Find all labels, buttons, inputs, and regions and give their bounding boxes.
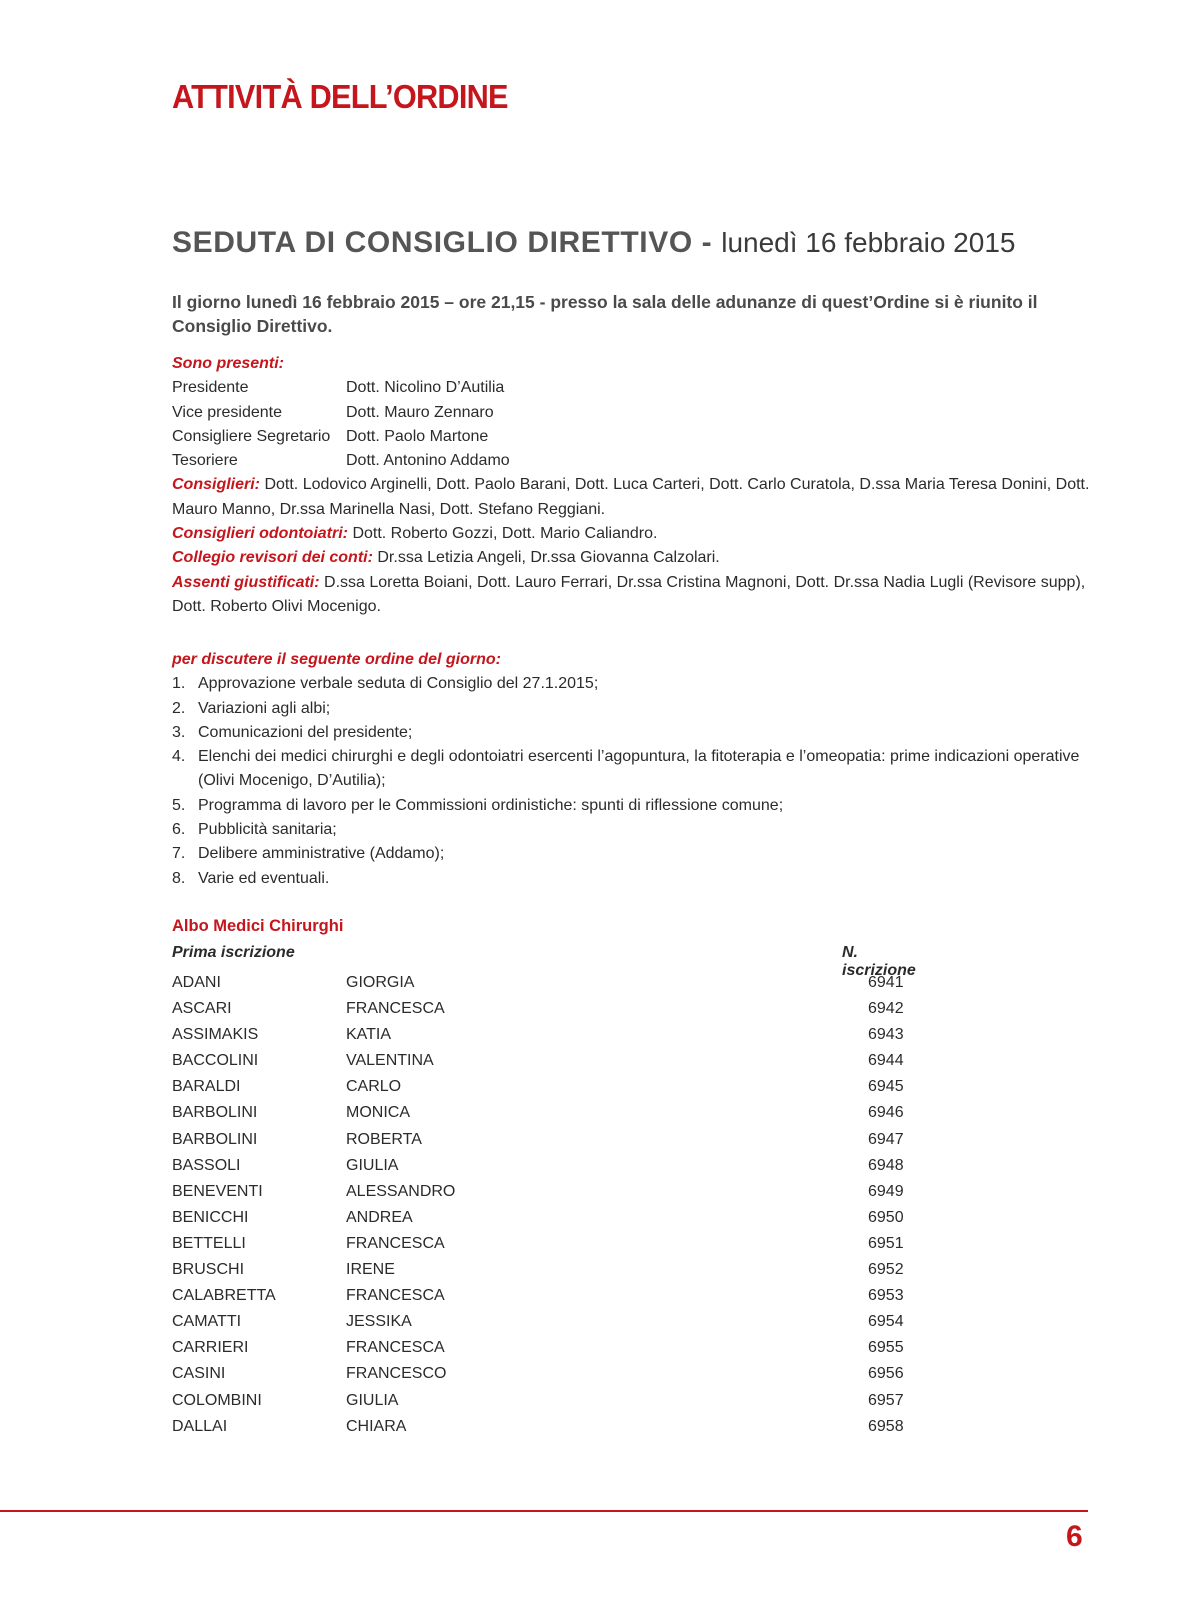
row-number: 6945 xyxy=(868,1078,904,1096)
odontoiatri-label: Consiglieri odontoiatri: xyxy=(172,525,348,543)
table-row xyxy=(172,1127,932,1153)
row-name: FRANCESCA xyxy=(346,1000,445,1018)
role-title: Presidente xyxy=(172,379,249,397)
row-surname: BARALDI xyxy=(172,1078,241,1096)
page-number: 6 xyxy=(1066,1520,1083,1553)
row-number: 6947 xyxy=(868,1130,904,1148)
agenda-label: per discutere il seguente ordine del giorno: xyxy=(172,651,501,668)
row-number: 6951 xyxy=(868,1234,904,1252)
assenti-paragraph xyxy=(172,571,1102,620)
albo-title: Albo Medici Chirurghi xyxy=(172,917,344,935)
row-number: 6955 xyxy=(868,1339,904,1357)
agenda-item-text: Variazioni agli albi; xyxy=(198,699,331,717)
row-number: 6952 xyxy=(868,1261,904,1279)
table-row xyxy=(172,1153,932,1179)
agenda-item-number: 1. xyxy=(172,675,186,693)
row-surname: CAMATTI xyxy=(172,1313,242,1331)
agenda-item-number: 7. xyxy=(172,845,186,863)
row-name: FRANCESCA xyxy=(346,1339,445,1357)
row-name: FRANCESCO xyxy=(346,1365,447,1383)
odontoiatri-text: Dott. Roberto Gozzi, Dott. Mario Caliandro. xyxy=(348,525,658,543)
agenda-item-text: Delibere amministrative (Addamo); xyxy=(198,845,445,863)
row-surname: BETTELLI xyxy=(172,1234,246,1252)
attendance-section xyxy=(172,352,1102,619)
odontoiatri-paragraph xyxy=(172,522,1102,546)
role-row xyxy=(172,449,1102,473)
row-name: ALESSANDRO xyxy=(346,1182,456,1200)
agenda-list xyxy=(172,672,1102,891)
table-row xyxy=(172,1414,932,1440)
row-surname: ASCARI xyxy=(172,1000,232,1018)
role-title: Consigliere Segretario xyxy=(172,427,331,445)
table-row xyxy=(172,1283,932,1309)
row-surname: BENICCHI xyxy=(172,1208,249,1226)
table-row xyxy=(172,1022,932,1048)
row-number: 6950 xyxy=(868,1208,904,1226)
table-row xyxy=(172,1309,932,1335)
presenti-label: Sono presenti: xyxy=(172,355,285,372)
row-surname: CALABRETTA xyxy=(172,1287,276,1305)
albo-col-number: N. iscrizione xyxy=(842,944,916,979)
page-title-date: lunedì 16 febbraio 2015 xyxy=(721,227,1016,258)
row-name: ROBERTA xyxy=(346,1130,422,1148)
agenda-item-text: Comunicazioni del presidente; xyxy=(198,723,413,741)
row-number: 6943 xyxy=(868,1026,904,1044)
consiglieri-paragraph xyxy=(172,473,1102,522)
row-name: CHIARA xyxy=(346,1417,407,1435)
row-number: 6954 xyxy=(868,1313,904,1331)
agenda-item xyxy=(172,867,1102,891)
table-row xyxy=(172,1388,932,1414)
row-number: 6953 xyxy=(868,1287,904,1305)
agenda-item-text: Elenchi dei medici chirurghi e degli odontoiatri esercenti l’agopuntura, la fitoterapia e l’omeopatia: prime indicazioni operative (Olivi Mocenigo, D’Autilia); xyxy=(198,748,1080,790)
row-name: FRANCESCA xyxy=(346,1234,445,1252)
row-name: GIULIA xyxy=(346,1156,399,1174)
row-number: 6957 xyxy=(868,1391,904,1409)
agenda-item xyxy=(172,842,1102,866)
table-row xyxy=(172,1231,932,1257)
row-name: JESSIKA xyxy=(346,1313,412,1331)
table-row xyxy=(172,1205,932,1231)
row-surname: BENEVENTI xyxy=(172,1182,263,1200)
table-row xyxy=(172,1048,932,1074)
row-name: FRANCESCA xyxy=(346,1287,445,1305)
row-name: GIORGIA xyxy=(346,974,415,991)
row-surname: ADANI xyxy=(172,974,221,991)
agenda-item-number: 6. xyxy=(172,821,186,839)
row-number: 6946 xyxy=(868,1104,904,1122)
row-name: ANDREA xyxy=(346,1208,413,1226)
albo-header xyxy=(172,944,932,979)
table-row xyxy=(172,970,932,996)
albo-table xyxy=(172,970,932,1440)
role-row xyxy=(172,401,1102,425)
row-surname: CARRIERI xyxy=(172,1339,249,1357)
role-person: Dott. Antonino Addamo xyxy=(346,452,510,470)
role-title: Vice presidente xyxy=(172,403,282,421)
role-row xyxy=(172,376,1102,400)
footer-rule xyxy=(0,1510,1088,1512)
table-row xyxy=(172,1179,932,1205)
row-surname: BACCOLINI xyxy=(172,1052,259,1070)
intro-paragraph: Il giorno lunedì 16 febbraio 2015 – ore 21,15 - presso la sala delle adunanze di quest’Ordine si è riunito il Consiglio Direttivo. xyxy=(172,292,1038,336)
albo-col-first: Prima iscrizione xyxy=(172,944,295,961)
row-number: 6942 xyxy=(868,1000,904,1018)
table-row xyxy=(172,1100,932,1126)
row-number: 6949 xyxy=(868,1182,904,1200)
agenda-section xyxy=(172,648,1102,891)
role-title: Tesoriere xyxy=(172,452,238,470)
agenda-item-number: 4. xyxy=(172,748,186,766)
row-surname: ASSIMAKIS xyxy=(172,1026,259,1044)
agenda-item xyxy=(172,745,1102,794)
agenda-item-number: 2. xyxy=(172,699,186,717)
roles-list xyxy=(172,376,1102,473)
row-number: 6941 xyxy=(868,974,904,991)
revisori-paragraph xyxy=(172,546,1102,570)
row-surname: BARBOLINI xyxy=(172,1104,258,1122)
table-row xyxy=(172,996,932,1022)
agenda-item-text: Approvazione verbale seduta di Consiglio del 27.1.2015; xyxy=(198,675,599,693)
page-title-main: SEDUTA DI CONSIGLIO DIRETTIVO - xyxy=(172,226,722,259)
row-number: 6958 xyxy=(868,1417,904,1435)
role-person: Dott. Mauro Zennaro xyxy=(346,403,494,421)
row-number: 6948 xyxy=(868,1156,904,1174)
page-title xyxy=(172,226,1015,260)
row-name: CARLO xyxy=(346,1078,402,1096)
agenda-item xyxy=(172,818,1102,842)
agenda-item-number: 8. xyxy=(172,869,186,887)
row-number: 6956 xyxy=(868,1365,904,1383)
consiglieri-label: Consiglieri: xyxy=(172,476,261,494)
row-name: GIULIA xyxy=(346,1391,399,1409)
agenda-item-text: Programma di lavoro per le Commissioni ordinistiche: spunti di riflessione comune; xyxy=(198,796,784,814)
row-surname: DALLAI xyxy=(172,1417,228,1435)
row-name: VALENTINA xyxy=(346,1052,434,1070)
agenda-item-text: Varie ed eventuali. xyxy=(198,869,330,887)
row-surname: COLOMBINI xyxy=(172,1391,262,1409)
row-name: IRENE xyxy=(346,1261,395,1279)
row-name: KATIA xyxy=(346,1026,392,1044)
agenda-item xyxy=(172,794,1102,818)
agenda-item xyxy=(172,672,1102,696)
row-name: MONICA xyxy=(346,1104,410,1122)
agenda-item-number: 3. xyxy=(172,723,186,741)
table-row xyxy=(172,1257,932,1283)
assenti-label: Assenti giustificati: xyxy=(172,573,320,591)
agenda-item-number: 5. xyxy=(172,796,186,814)
role-person: Dott. Nicolino D’Autilia xyxy=(346,379,505,397)
section-label: ATTIVITÀ DELL’ORDINE xyxy=(172,78,508,115)
revisori-label: Collegio revisori dei conti: xyxy=(172,549,373,567)
table-row xyxy=(172,1361,932,1387)
agenda-item xyxy=(172,697,1102,721)
row-surname: CASINI xyxy=(172,1365,226,1383)
table-row xyxy=(172,1074,932,1100)
role-person: Dott. Paolo Martone xyxy=(346,427,489,445)
row-surname: BRUSCHI xyxy=(172,1261,245,1279)
agenda-item xyxy=(172,721,1102,745)
role-row xyxy=(172,425,1102,449)
agenda-item-text: Pubblicità sanitaria; xyxy=(198,821,337,839)
revisori-text: Dr.ssa Letizia Angeli, Dr.ssa Giovanna Calzolari. xyxy=(372,549,720,567)
row-surname: BARBOLINI xyxy=(172,1130,258,1148)
table-row xyxy=(172,1335,932,1361)
consiglieri-text: Dott. Lodovico Arginelli, Dott. Paolo Barani, Dott. Luca Carteri, Dott. Carlo Curatola, D.ssa Maria Teresa Donini, Dott. Mauro Manno, Dr.ssa Marinella Nasi, Dott. Stefano Reggiani. xyxy=(172,476,1090,518)
row-surname: BASSOLI xyxy=(172,1156,241,1174)
assenti-text: D.ssa Loretta Boiani, Dott. Lauro Ferrari, Dr.ssa Cristina Magnoni, Dott. Dr.ssa Nadia Lugli (Revisore supp), Dott. Roberto Olivi Mocenigo. xyxy=(172,573,1086,615)
row-number: 6944 xyxy=(868,1052,904,1070)
